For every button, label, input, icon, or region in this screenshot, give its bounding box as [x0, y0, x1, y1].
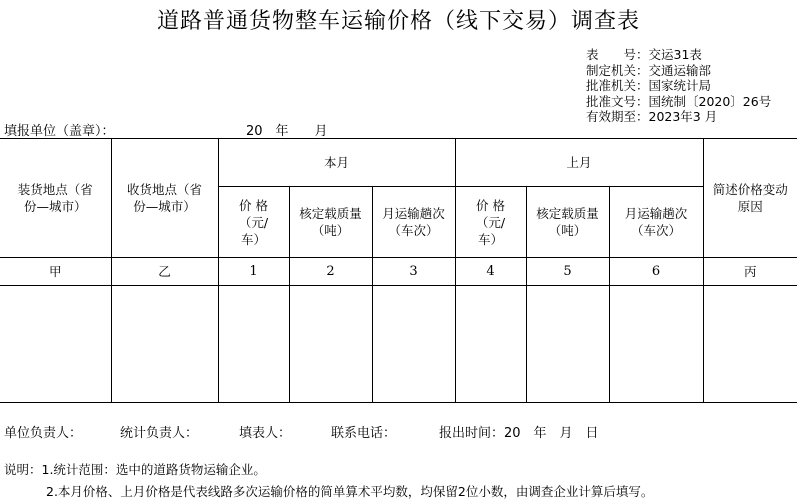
header-change-reason: 简述价格变动原因 [703, 139, 797, 258]
input-rated-load-last[interactable] [526, 286, 609, 403]
code-cell: 2 [289, 258, 372, 286]
code-cell: 5 [526, 258, 609, 286]
form-number: 表 号：交运31表 [586, 47, 702, 62]
header-trips-this: 月运输趟次（车次） [372, 187, 455, 258]
code-cell: 4 [455, 258, 526, 286]
code-cell: 丙 [703, 258, 797, 286]
header-price-last: 价 格（元/车） [455, 187, 526, 258]
input-trips-this[interactable] [372, 286, 455, 403]
table-row [0, 286, 797, 403]
approval-document: 批准文号：国统制〔2020〕26号 [586, 93, 772, 109]
header-price-this: 价 格（元/车） [218, 187, 289, 258]
page-title: 道路普通货物整车运输价格（线下交易）调查表 [156, 9, 640, 34]
code-cell: 甲 [0, 258, 111, 286]
unit-head-label: 单位负责人： [4, 426, 83, 441]
form-meta [586, 47, 771, 125]
issuing-authority: 制定机关：交通运输部 [586, 62, 712, 78]
input-price-this[interactable] [218, 286, 289, 403]
filling-unit-label: 填报单位（盖章）： [4, 124, 115, 139]
input-load-place[interactable] [0, 286, 111, 403]
input-unload-place[interactable] [111, 286, 218, 403]
header-rated-load-this: 核定载质量（吨） [289, 187, 372, 258]
header-unload-place: 收货地点（省份—城市） [111, 139, 218, 258]
code-cell: 3 [372, 258, 455, 286]
filler-label: 填表人： [239, 426, 292, 441]
code-cell: 乙 [111, 258, 218, 286]
phone-label: 联系电话： [331, 426, 397, 441]
header-this-month: 本月 [218, 139, 455, 187]
header-trips-last: 月运输趟次（车次） [609, 187, 703, 258]
input-change-reason[interactable] [703, 286, 797, 403]
header-load-place: 装货地点（省份—城市） [0, 139, 111, 258]
header-last-month: 上月 [455, 139, 703, 187]
input-trips-last[interactable] [609, 286, 703, 403]
code-cell: 6 [609, 258, 703, 286]
input-price-last[interactable] [455, 286, 526, 403]
note-line-2: 2.本月价格、上月价格是代表线路多次运输价格的简单算术平均数，均保留2位小数，由调查企业计算后填写。 [46, 484, 654, 499]
code-cell: 1 [218, 258, 289, 286]
approving-authority: 批准机关：国家统计局 [586, 78, 712, 93]
filling-date[interactable]: 20 年 月 [246, 124, 328, 139]
valid-until: 有效期至：2023年3 月 [586, 109, 718, 124]
survey-table [0, 138, 797, 403]
input-rated-load-this[interactable] [289, 286, 372, 403]
stat-head-label: 统计负责人： [120, 426, 199, 441]
header-rated-load-last: 核定载质量（吨） [526, 187, 609, 258]
note-line-1: 说明：1.统计范围：选中的道路货物运输企业。 [4, 462, 266, 477]
report-time-label: 报出时间：20 年 月 日 [439, 426, 599, 441]
